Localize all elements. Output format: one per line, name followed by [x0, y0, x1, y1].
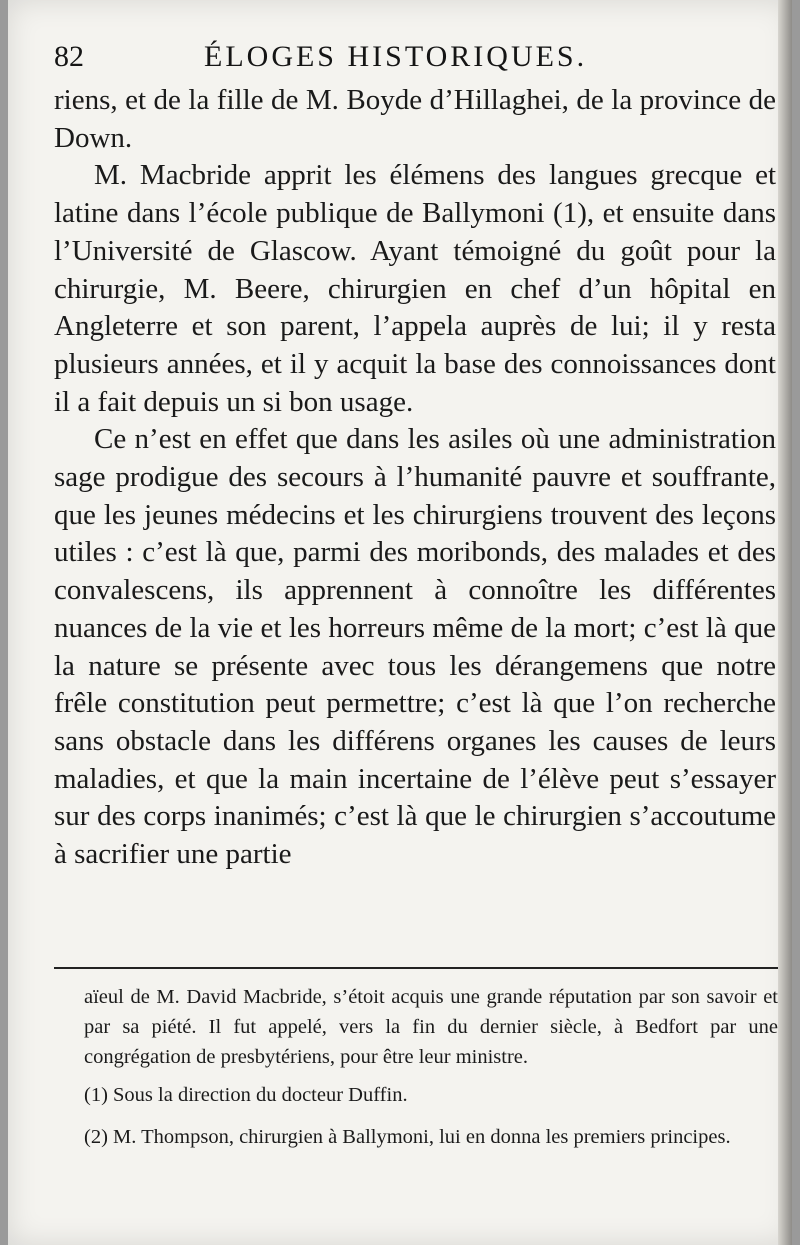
footnote-continuation: aïeul de M. David Macbride, s’étoit acquis une grande réputation par son savoir et par sa piété. Il fut appelé, vers la fin du dernier siècle, à Bedfort par une congrégation de presbytériens, pour être leur ministre.: [84, 986, 778, 1068]
footnote-divider: [54, 967, 778, 969]
main-text: [54, 82, 776, 874]
paragraph-education: M. Macbride apprit les élémens des langues grecque et latine dans l’école publique de Ballymoni (1), et ensuite dans l’Université de Glascow. Ayant témoigné du goût pour la chirurgie, M. Beere, chirurgien en chef d’un hôpital en Angleterre et son parent, l’appela auprès de lui; il y resta plusieurs années, et il y acquit la base des connoissances dont il a fait depuis un si bon usage.: [54, 159, 776, 418]
running-head: ÉLOGES HISTORIQUES.: [204, 40, 588, 73]
page-header: [54, 40, 774, 80]
footnotes: [84, 982, 778, 1164]
page-number: 82: [54, 40, 84, 73]
footnote-2: (2) M. Thompson, chirurgien à Ballymoni, lui en donna les premiers principes.: [84, 1126, 731, 1148]
footnote-1: (1) Sous la direction du docteur Duffin.: [84, 1084, 408, 1106]
page-edge-shadow: [778, 0, 792, 1245]
paragraph-continuation: riens, et de la fille de M. Boyde d’Hillaghei, de la province de Down.: [54, 84, 776, 154]
book-page: [8, 0, 792, 1245]
paragraph-hospitals: Ce n’est en effet que dans les asiles où une administration sage prodigue des secours à l’humanité pauvre et souffrante, que les jeunes médecins et les chirurgiens trouvent des leçons utiles : c’est là que, parmi des moribonds, des malades et des convalescens, ils apprennent à connoître les différentes nuances de la vie et les horreurs même de la mort; c’est là que la nature se présente avec tous les dérangemens que notre frêle constitution peut permettre; c’est là que l’on recherche sans obstacle dans les différens organes les causes de leurs maladies, et que la main incertaine de l’élève peut s’essayer sur des corps inanimés; c’est là que le chirurgien s’accoutume à sacrifier une partie: [54, 423, 776, 871]
